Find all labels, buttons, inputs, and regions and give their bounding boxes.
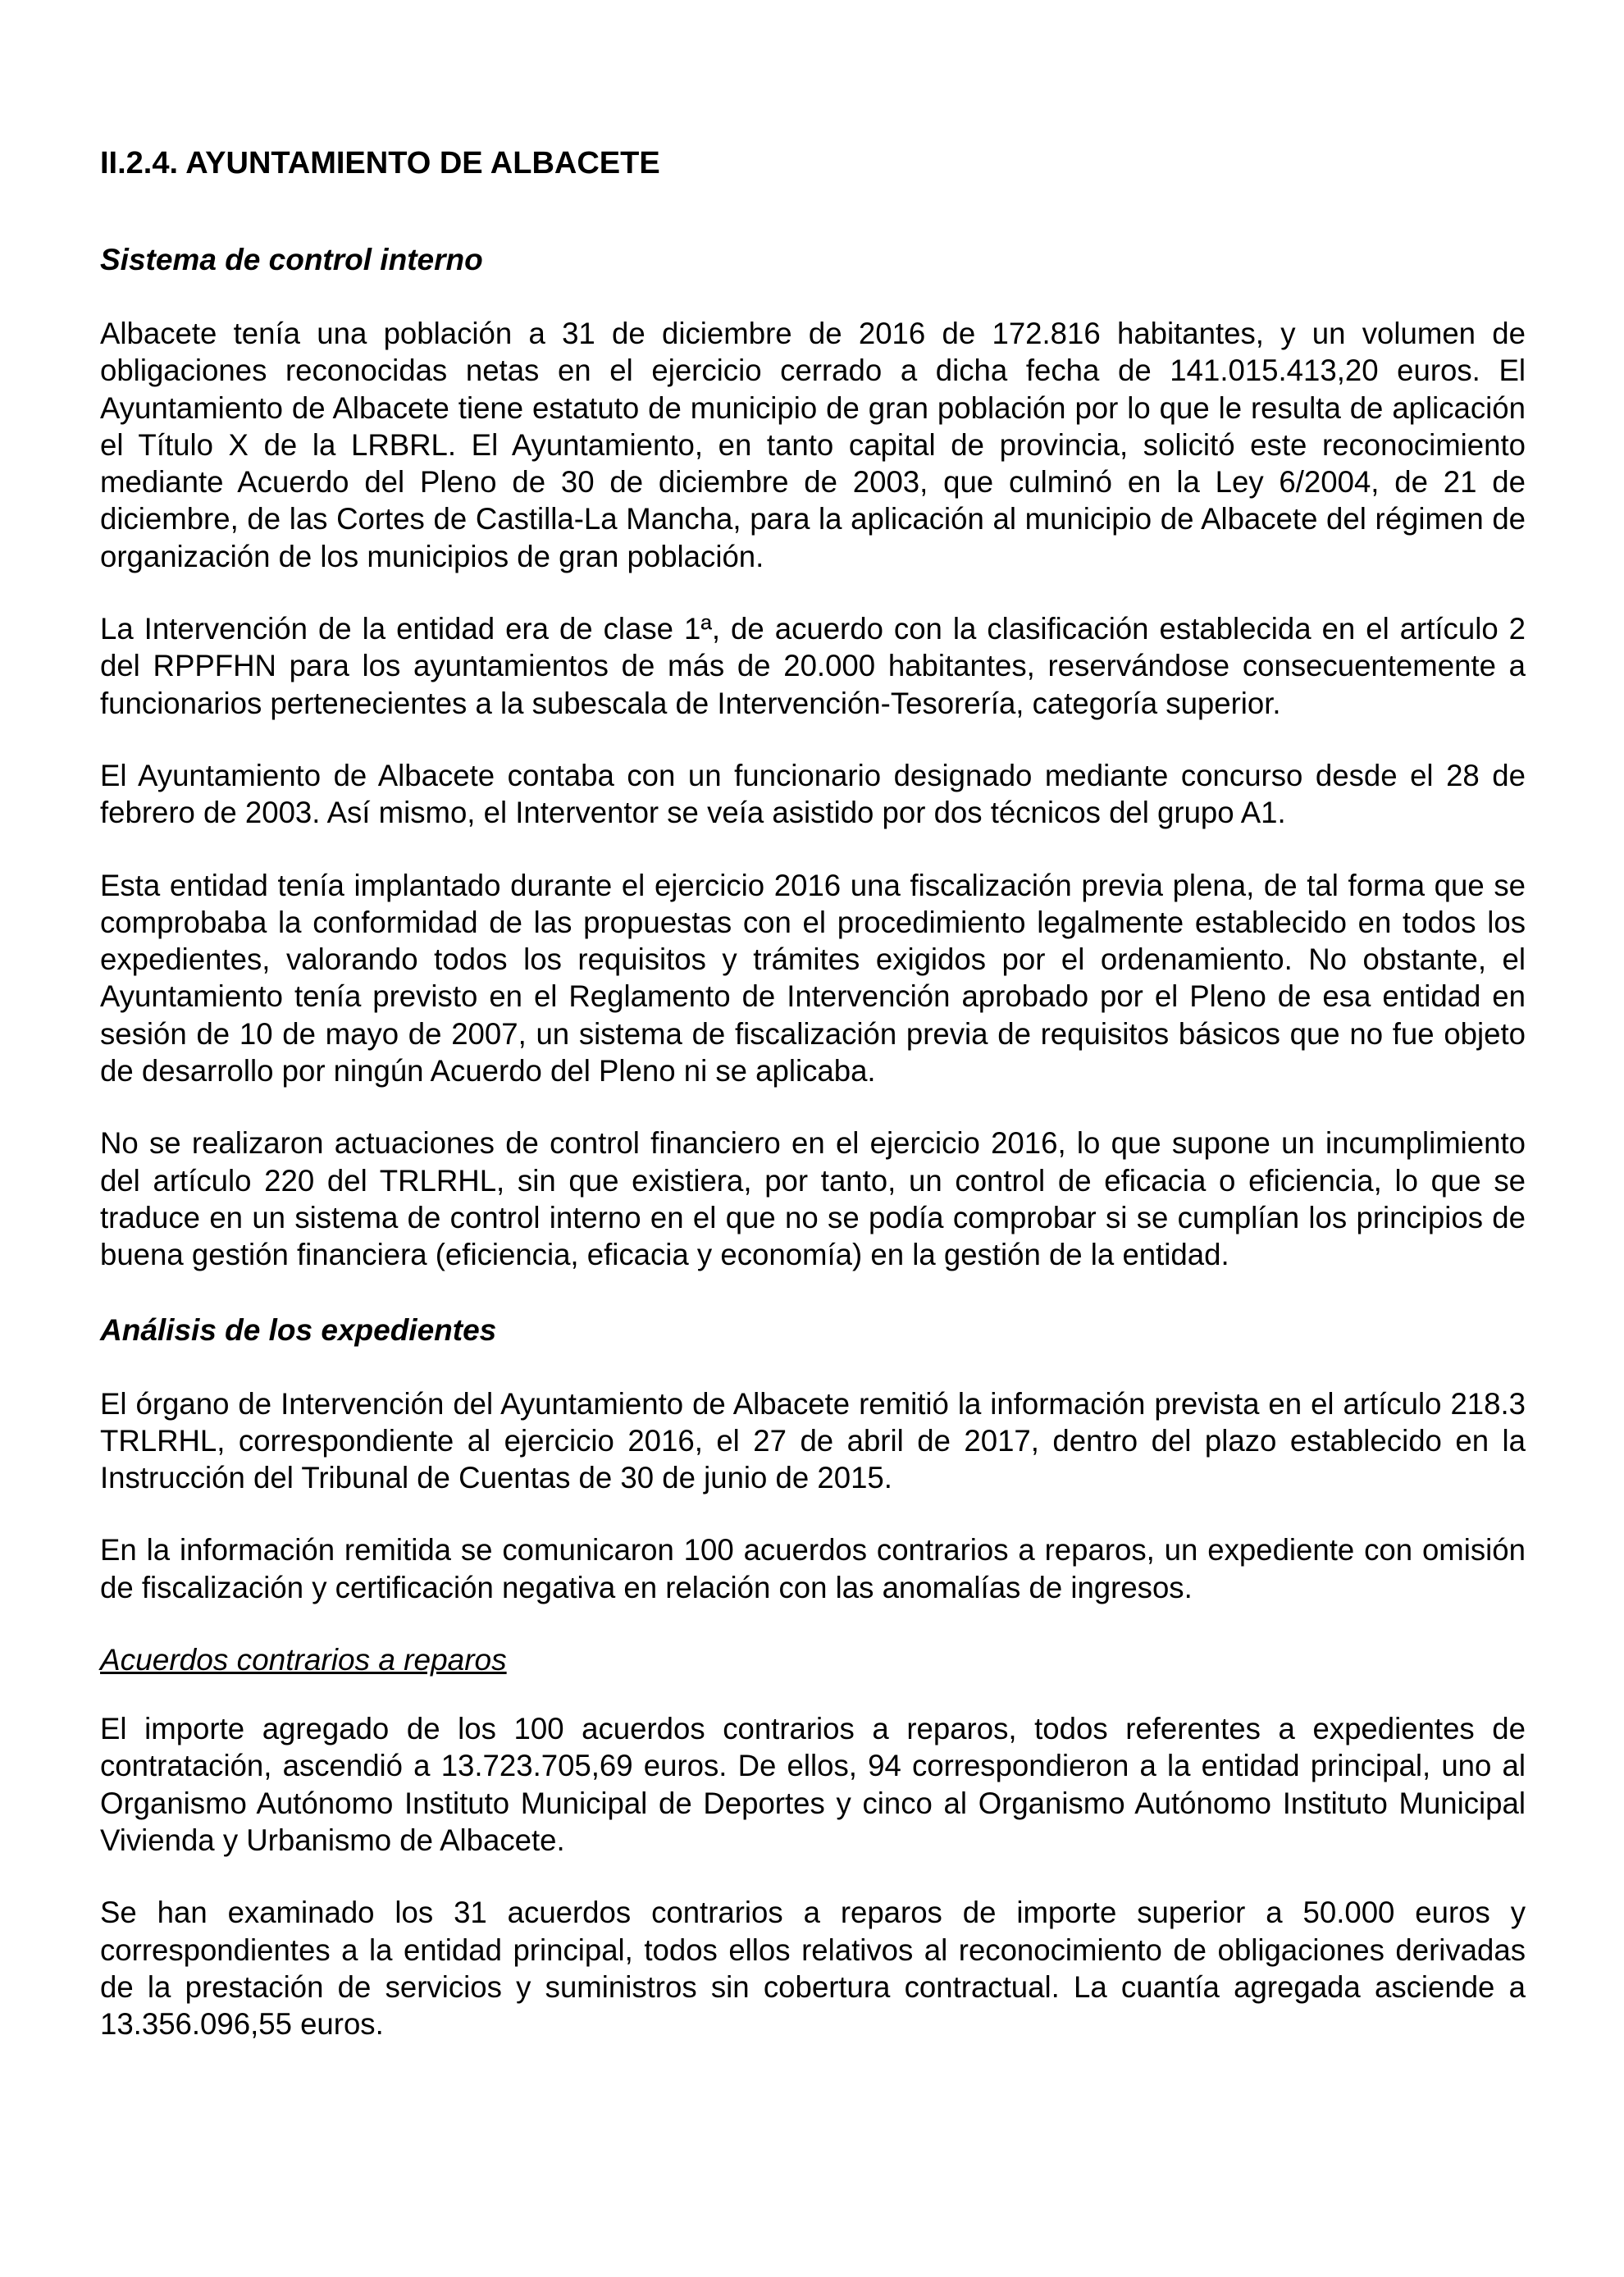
subheading-analisis: Análisis de los expedientes: [100, 1312, 497, 1347]
paragraph-remision-informacion: El órgano de Intervención del Ayuntamiento de Albacete remitió la información prevista en el artículo 218.3 TRLRHL, correspondiente al ejercicio 2016, el 27 de abril de 2017, dentro del plazo establecido en la Instrucción del Tribunal de Cuentas de 30 de junio de 2015.: [100, 1386, 1526, 1495]
paragraph-funcionario: El Ayuntamiento de Albacete contaba con un funcionario designado mediante concurso desde el 28 de febrero de 2003. Así mismo, el Interventor se veía asistido por dos técnicos del grupo A1.: [100, 758, 1526, 830]
paragraph-fiscalizacion-previa: Esta entidad tenía implantado durante el ejercicio 2016 una fiscalización previa plena, de tal forma que se comprobaba la conformidad de las propuestas con el procedimiento legalmente establecido en todos los expedientes, valorando todos los requisitos y trámites exigidos por el ordenamiento. No obstante, el Ayuntamiento tenía previsto en el Reglamento de Intervención aprobado por el Pleno de esa entidad en sesión de 10 de mayo de 2007, un sistema de fiscalización previa de requisitos básicos que no fue objeto de desarrollo por ningún Acuerdo del Pleno ni se aplicaba.: [100, 868, 1526, 1088]
paragraph-acuerdos-comunicados: En la información remitida se comunicaron 100 acuerdos contrarios a reparos, un expediente con omisión de fiscalización y certificación negativa en relación con las anomalías de ingresos.: [100, 1533, 1526, 1604]
paragraph-importe-agregado: El importe agregado de los 100 acuerdos contrarios a reparos, todos referentes a expedientes de contratación, ascendió a 13.723.705,69 euros. De ellos, 94 correspondieron a la entidad principal, uno al Organismo Autónomo Instituto Municipal de Deportes y cinco al Organismo Autónomo Instituto Municipal Vivienda y Urbanismo de Albacete.: [100, 1712, 1526, 1857]
paragraph-control-financiero: No se realizaron actuaciones de control financiero en el ejercicio 2016, lo que supone un incumplimiento del artículo 220 del TRLRHL, sin que existiera, por tanto, un control de eficacia o eficiencia, lo que se traduce en un sistema de control interno en el que no se podía comprobar si se cumplían los principios de buena gestión financiera (eficiencia, eficacia y economía) en la gestión de la entidad.: [100, 1126, 1526, 1272]
paragraph-examinados: Se han examinado los 31 acuerdos contrarios a reparos de importe superior a 50.000 euros y correspondientes a la entidad principal, todos ellos relativos al reconocimiento de obligaciones derivadas de la prestación de servicios y suministros sin cobertura contractual. La cuantía agregada asciende a 13.356.096,55 euros.: [100, 1896, 1526, 2042]
paragraph-clase-intervencion: La Intervención de la entidad era de clase 1ª, de acuerdo con la clasificación establecida en el artículo 2 del RPPFHN para los ayuntamientos de más de 20.000 habitantes, reservándose consecuentemente a funcionarios pertenecientes a la subescala de Intervención-Tesorería, categoría superior.: [100, 612, 1526, 720]
paragraph-poblacion: Albacete tenía una población a 31 de diciembre de 2016 de 172.816 habitantes, y un volumen de obligaciones reconocidas netas en el ejercicio cerrado a dicha fecha de 141.015.413,20 euros. El Ayuntamiento de Albacete tiene estatuto de municipio de gran población por lo que le resulta de aplicación el Título X de la LRBRL. El Ayuntamiento, en tanto capital de provincia, solicitó este reconocimiento mediante Acuerdo del Pleno de 30 de diciembre de 2003, que culminó en la Ley 6/2004, de 21 de diciembre, de las Cortes de Castilla-La Mancha, para la aplicación al municipio de Albacete del régimen de organización de los municipios de gran población.: [100, 317, 1526, 573]
section-heading: II.2.4. AYUNTAMIENTO DE ALBACETE: [100, 146, 660, 180]
subheading-control-interno: Sistema de control interno: [100, 243, 483, 276]
subheading-acuerdos-contrarios: Acuerdos contrarios a reparos: [100, 1643, 507, 1677]
document-page: [100, 144, 1526, 2078]
